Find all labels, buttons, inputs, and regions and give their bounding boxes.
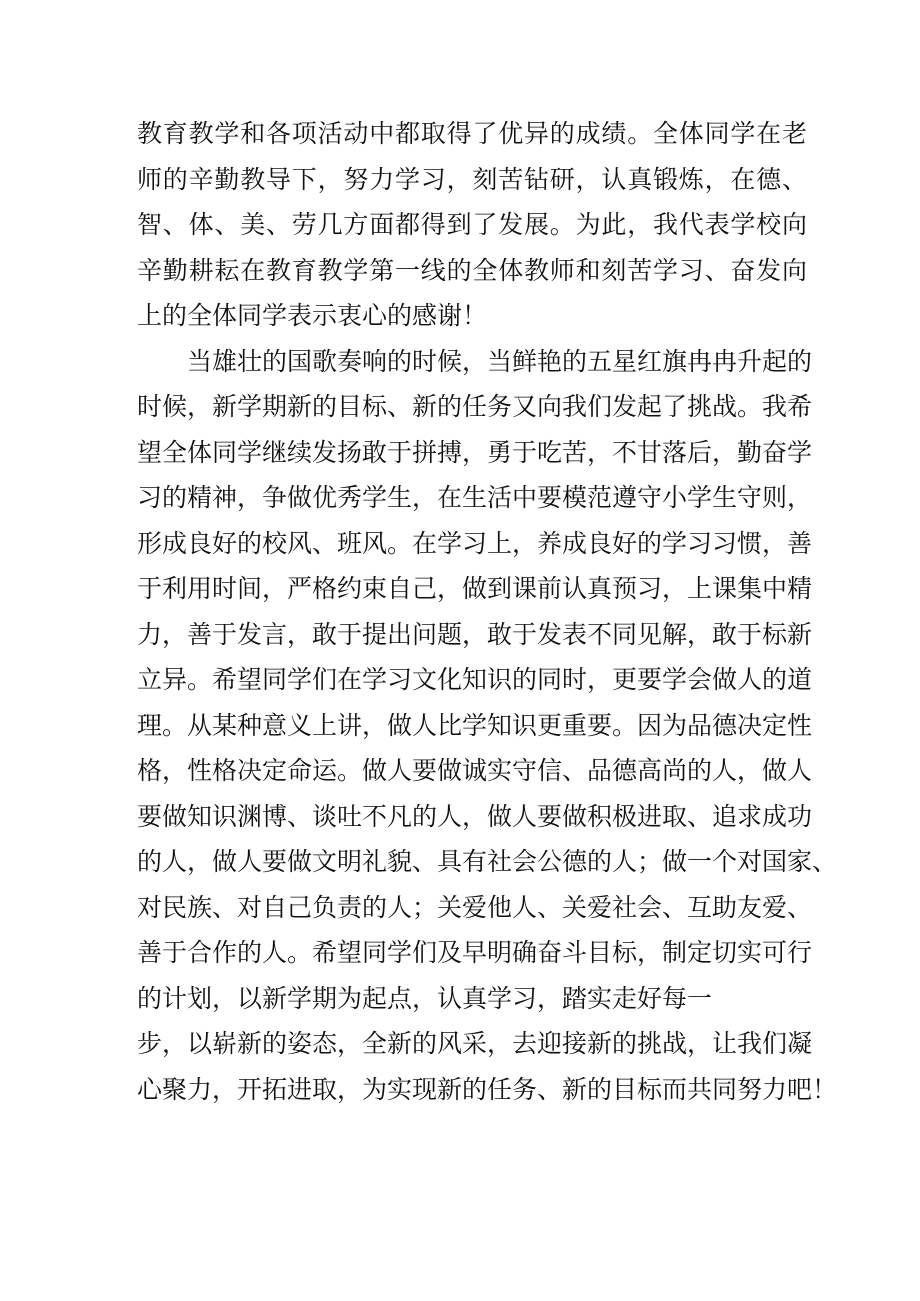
body-text: [137, 111, 838, 1112]
text-line: 上的全体同学表示衷心的感谢！: [137, 301, 488, 330]
text-line: 辛勤耕耘在教育教学第一线的全体教师和刻苦学习、奋发向: [137, 255, 807, 285]
text-line: 习的精神，争做优秀学生，在生活中要模范遵守小学生守则，: [137, 483, 813, 512]
text-line: 的人，做人要做文明礼貌、具有社会公德的人；做一个对国家、: [137, 847, 838, 876]
text-line: 望全体同学继续发扬敢于拼搏，勇于吃苦，不甘落后，勤奋学: [137, 437, 813, 467]
text-line: 善于合作的人。希望同学们及早明确奋斗目标，制定切实可行: [137, 938, 813, 967]
text-line: 对民族、对自己负责的人；关爱他人、关爱社会、互助友爱、: [137, 892, 813, 922]
text-line: 格，性格决定命运。做人要做诚实守信、品德高尚的人，做人: [137, 756, 813, 785]
text-line: 形成良好的校风、班风。在学习上，养成良好的学习习惯，善: [137, 528, 813, 558]
text-line: 的计划，以新学期为起点，认真学习，踏实走好每一: [137, 983, 713, 1013]
text-line: 于利用时间，严格约束自己，做到课前认真预习，上课集中精: [137, 574, 813, 603]
text-line: 步，以崭新的姿态，全新的风采，去迎接新的挑战，让我们凝: [137, 1029, 813, 1058]
text-line: 心聚力，开拓进取，为实现新的任务、新的目标而共同努力吧！: [137, 1074, 838, 1104]
text-line: 理。从某种意义上讲，做人比学知识更重要。因为品德决定性: [137, 710, 813, 740]
text-line: 师的辛勤教导下，努力学习，刻苦钻研，认真锻炼，在德、: [137, 164, 807, 194]
text-line: 教育教学和各项活动中都取得了优异的成绩。全体同学在老: [137, 119, 807, 148]
paragraph-start-line: 当雄壮的国歌奏响的时候，当鲜艳的五星红旗冉冉升起的: [187, 346, 813, 376]
text-line: 立异。希望同学们在学习文化知识的同时，更要学会做人的道: [137, 665, 813, 694]
text-line: 智、体、美、劳几方面都得到了发展。为此，我代表学校向: [137, 210, 807, 239]
text-line: 力，善于发言，敢于提出问题，敢于发表不同见解，敢于标新: [137, 619, 813, 649]
text-line: 要做知识渊博、谈吐不凡的人，做人要做积极进取、追求成功: [137, 801, 813, 831]
text-line: 时候，新学期新的目标、新的任务又向我们发起了挑战。我希: [137, 392, 813, 421]
